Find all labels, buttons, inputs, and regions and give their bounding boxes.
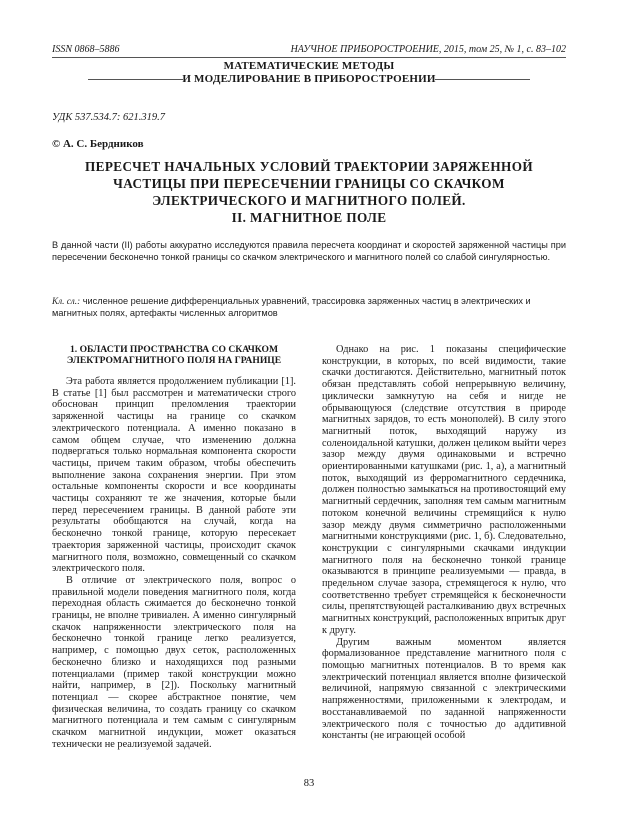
paragraph: Другим важным моментом является формализованное представление магнитного поля с помощью магнитных потенциалов. В то время как электрический потенциал является вполне физической величиной, напрямую связанной с электрическими напряженностями, приложенными к электродам, и восстанавливаемой по заданной напряженности электрического поля с точностью до аддитивной константы (не играющей особой [322, 636, 566, 742]
title-line: ПЕРЕСЧЕТ НАЧАЛЬНЫХ УСЛОВИЙ ТРАЕКТОРИИ ЗАРЯЖЕННОЙ [84, 159, 534, 174]
left-column [52, 344, 296, 751]
author: © А. С. Бердников [52, 138, 144, 150]
section-heading-line: 1. ОБЛАСТИ ПРОСТРАНСТВА СО СКАЧКОМ [69, 344, 278, 355]
paragraph: Эта работа является продолжением публикации [1]. В статье [1] был рассмотрен и математически строго обоснован принцип преломления траектории заряженной частицы на границе со скачком электрического потенциала. А именно показано в самом общем случае, что изменению должна подвергаться только нормальная компонента скорости частицы, причем таким образом, чтобы обеспечить выполнение закона сохранения энергии. При этом остальные компоненты скорости и все координаты частицы сохраняют те же значения, которые были перед пересечением границы. В данной работе эти результаты обобщаются на случай, когда на бесконечно тонкой границе, которую пересекает траектория заряженной частицы, происходит скачок магнитного поля, возможно, совмещенный со скачком электрического поля. [52, 376, 296, 575]
keywords-label: Кл. сл.: [52, 296, 81, 306]
title-line: II. МАГНИТНОЕ ПОЛЕ [231, 210, 387, 225]
section-heading-line: ЭЛЕКТРОМАГНИТНОГО ПОЛЯ НА ГРАНИЦЕ [66, 355, 282, 366]
article-title [40, 158, 578, 226]
section-heading [52, 344, 296, 366]
paragraph: Однако на рис. 1 показаны специфические конструкции, в которых, по всей видимости, такие скачки достигаются. Действительно, магнитный поток обязан представлять собой непрерывную величину, циклически замкнутую на себя и нигде не обрывающуюся (следствие отсутствия в природе магнитных зарядов, то есть монополей). В силу этого магнитный поток, выходящий наружу из соленоидальной катушки, должен целиком выйти через зазор между двумя одинаковыми и встречно ориентированными катушками (рис. 1, а), а магнитный поток, выходящий из ферромагнитного сердечника, должен полностью замыкаться на противостоящий ему магнитный сердечник, заполняя тем самым магнитным потоком конечной величины стремящийся к нулю зазор между двумя симметрично расположенными магнитными конструкциями (рис. 1, б). Следовательно, конструкции с сингулярными скачками индукции магнитного поля на бесконечно тонкой границе оказываются в принципе реализуемыми — правда, в предельном случае зазора, стремящегося к нулю, что соответственно требует стремящейся к бесконечности силы, препятствующей расталкиванию двух встречных магнитных конструкций, расположенных впритык друг к другу. [322, 344, 567, 636]
section-title-line: И МОДЕЛИРОВАНИЕ В ПРИБОРОСТРОЕНИИ [182, 73, 436, 85]
udk-code: УДК 537.534.7: 621.319.7 [52, 112, 166, 123]
page-number: 83 [303, 778, 315, 789]
keywords-text: численное решение дифференциальных уравнений, трассировка заряженных частиц в электрических и магнитных полях, артефакты численных алгоритмов [52, 296, 531, 318]
keywords [52, 296, 566, 319]
section-rule-right [435, 79, 530, 80]
title-line: ЭЛЕКТРИЧЕСКОГО И МАГНИТНОГО ПОЛЕЙ. [152, 193, 466, 208]
abstract: В данной части (II) работы аккуратно исследуются правила пересчета координат и скоростей заряженной частицы при пересечении бесконечно тонкой границы со скачком электрического и магнитного полей со слабой сингулярностью. [52, 240, 566, 262]
journal-issn: ISSN 0868–5886 [52, 44, 120, 55]
header-rule [52, 57, 566, 58]
journal-citation: НАУЧНОЕ ПРИБОРОСТРОЕНИЕ, 2015, том 25, № 1, c. 83–102 [290, 44, 566, 55]
section-rule-left [88, 79, 183, 80]
section-title-line: МАТЕМАТИЧЕСКИЕ МЕТОДЫ [223, 60, 395, 72]
right-column [322, 344, 566, 742]
paragraph: В отличие от электрического поля, вопрос о правильной модели поведения магнитного поля, когда переходная область сжимается до бесконечно тонкой границы, не вполне тривиален. А именно сингулярный скачок напряженности электрического поля на бесконечно тонкой границе легко реализуется, например, с помощью двух сеток, расположенных бесконечно близко и находящихся под разными потенциалами (пример такой конструкции можно найти, например, в [2]). Поскольку магнитный потенциал — скорее абстрактное понятие, чем физическая величина, то создать границу со скачком магнитного потенциала и тем самым с сингулярным скачком магнитной индукции, может оказаться технически не реализуемой задачей. [52, 574, 296, 750]
title-line: ЧАСТИЦЫ ПРИ ПЕРЕСЕЧЕНИИ ГРАНИЦЫ СО СКАЧКОМ [113, 176, 505, 191]
section-title [0, 60, 618, 86]
